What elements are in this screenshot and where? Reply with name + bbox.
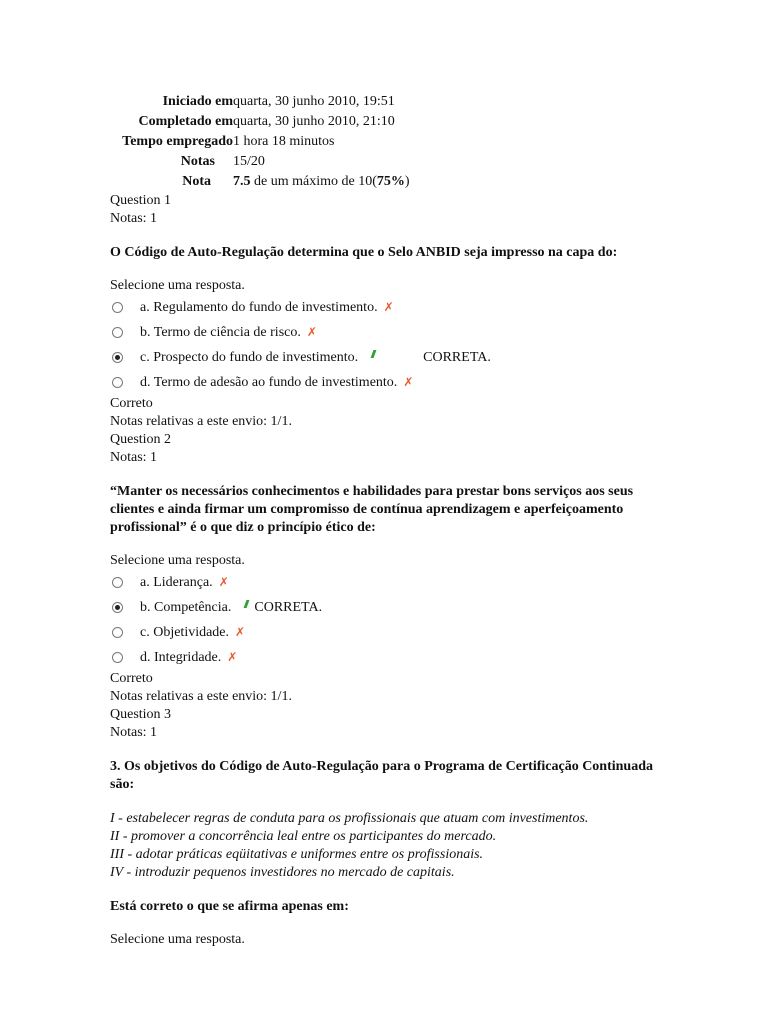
radio-button-selected[interactable] <box>112 352 123 363</box>
summary-row-grade <box>110 172 410 192</box>
incorrect-mark-icon: ✗ <box>383 300 394 314</box>
answer-option-d[interactable] <box>110 370 670 395</box>
option-label: b. Termo de ciência de risco. <box>140 325 301 340</box>
radio-button[interactable] <box>112 652 123 663</box>
incorrect-mark-icon: ✗ <box>218 575 229 589</box>
completed-value: quarta, 30 junho 2010, 21:10 <box>233 114 395 129</box>
incorrect-mark-icon: ✗ <box>403 375 414 389</box>
time-label: Tempo empregado <box>122 134 233 149</box>
grade-score: 7.5 <box>233 174 251 189</box>
incorrect-mark-icon: ✗ <box>227 650 238 664</box>
quiz-review-page <box>110 92 670 949</box>
summary-row-completed <box>110 112 410 132</box>
correct-flag-icon <box>244 600 250 608</box>
question-text: 3. Os objetivos do Código de Auto-Regulação para o Programa de Certificação Continuada são: <box>110 759 653 792</box>
attempt-summary-table <box>110 92 410 192</box>
select-prompt: Selecione uma resposta. <box>110 932 245 947</box>
answer-option-c[interactable] <box>110 345 670 370</box>
radio-button-selected[interactable] <box>112 602 123 613</box>
question-title: Question 3 <box>110 707 172 722</box>
correct-answer-label: CORRETA. <box>423 350 491 365</box>
question-title: Question 2 <box>110 432 172 447</box>
question-2 <box>110 431 670 706</box>
grade-max-text: de um máximo de 10( <box>250 174 377 189</box>
summary-row-time <box>110 132 410 152</box>
incorrect-mark-icon: ✗ <box>306 325 317 339</box>
answer-option-b[interactable] <box>110 320 670 345</box>
option-label: c. Prospecto do fundo de investimento. <box>140 350 359 365</box>
question-text: “Manter os necessários conhecimentos e habilidades para prestar bons serviços aos seus clientes e ainda firmar um compromisso de contínua aprendizagem e aperfeiçoamento profissional” é o que diz o princípio ético de: <box>110 484 634 535</box>
statement-item: I - estabelecer regras de conduta para os profissionais que atuam com investimentos. <box>110 811 589 826</box>
submission-marks: Notas relativas a este envio: 1/1. <box>110 689 292 704</box>
started-value: quarta, 30 junho 2010, 19:51 <box>233 94 395 109</box>
question-marks: Notas: 1 <box>110 450 158 465</box>
marks-label: Notas <box>180 154 215 169</box>
summary-row-started <box>110 92 410 112</box>
question-prompt: Está correto o que se afirma apenas em: <box>110 899 349 914</box>
grade-close: ) <box>404 174 410 189</box>
option-label: a. Liderança. <box>140 575 213 590</box>
result-text: Correto <box>110 396 153 411</box>
answer-option-b[interactable] <box>110 595 670 620</box>
select-prompt: Selecione uma resposta. <box>110 278 245 293</box>
radio-button[interactable] <box>112 577 123 588</box>
statement-item: II - promover a concorrência leal entre os participantes do mercado. <box>110 829 497 844</box>
grade-label: Nota <box>182 174 211 189</box>
statements-list <box>110 810 670 882</box>
submission-marks: Notas relativas a este envio: 1/1. <box>110 414 292 429</box>
question-title: Question 1 <box>110 193 172 208</box>
grade-percent: 75% <box>376 174 405 189</box>
correct-flag-icon <box>371 350 377 358</box>
radio-button[interactable] <box>112 627 123 638</box>
question-text: O Código de Auto-Regulação determina que o Selo ANBID seja impresso na capa do: <box>110 245 618 260</box>
option-label: a. Regulamento do fundo de investimento. <box>140 300 378 315</box>
grade-value <box>233 172 410 192</box>
radio-button[interactable] <box>112 377 123 388</box>
answer-option-d[interactable] <box>110 645 670 670</box>
question-marks: Notas: 1 <box>110 211 158 226</box>
option-label: b. Competência. <box>140 600 232 615</box>
answer-option-a[interactable] <box>110 570 670 595</box>
answer-option-a[interactable] <box>110 295 670 320</box>
radio-button[interactable] <box>112 327 123 338</box>
option-label: d. Integridade. <box>140 650 222 665</box>
question-1 <box>110 192 670 431</box>
marks-value: 15/20 <box>233 154 265 169</box>
started-label: Iniciado em <box>162 94 233 109</box>
answer-option-c[interactable] <box>110 620 670 645</box>
question-3 <box>110 706 670 949</box>
correct-answer-label: CORRETA. <box>254 600 323 615</box>
completed-label: Completado em <box>138 114 233 129</box>
statement-item: III - adotar práticas eqüitativas e uniformes entre os profissionais. <box>110 847 484 862</box>
time-value: 1 hora 18 minutos <box>233 134 335 149</box>
option-label: d. Termo de adesão ao fundo de investimento. <box>140 375 398 390</box>
option-label: c. Objetividade. <box>140 625 230 640</box>
question-marks: Notas: 1 <box>110 725 158 740</box>
summary-row-marks <box>110 152 410 172</box>
result-text: Correto <box>110 671 153 686</box>
incorrect-mark-icon: ✗ <box>235 625 246 639</box>
select-prompt: Selecione uma resposta. <box>110 553 245 568</box>
statement-item: IV - introduzir pequenos investidores no mercado de capitais. <box>110 865 455 880</box>
radio-button[interactable] <box>112 302 123 313</box>
